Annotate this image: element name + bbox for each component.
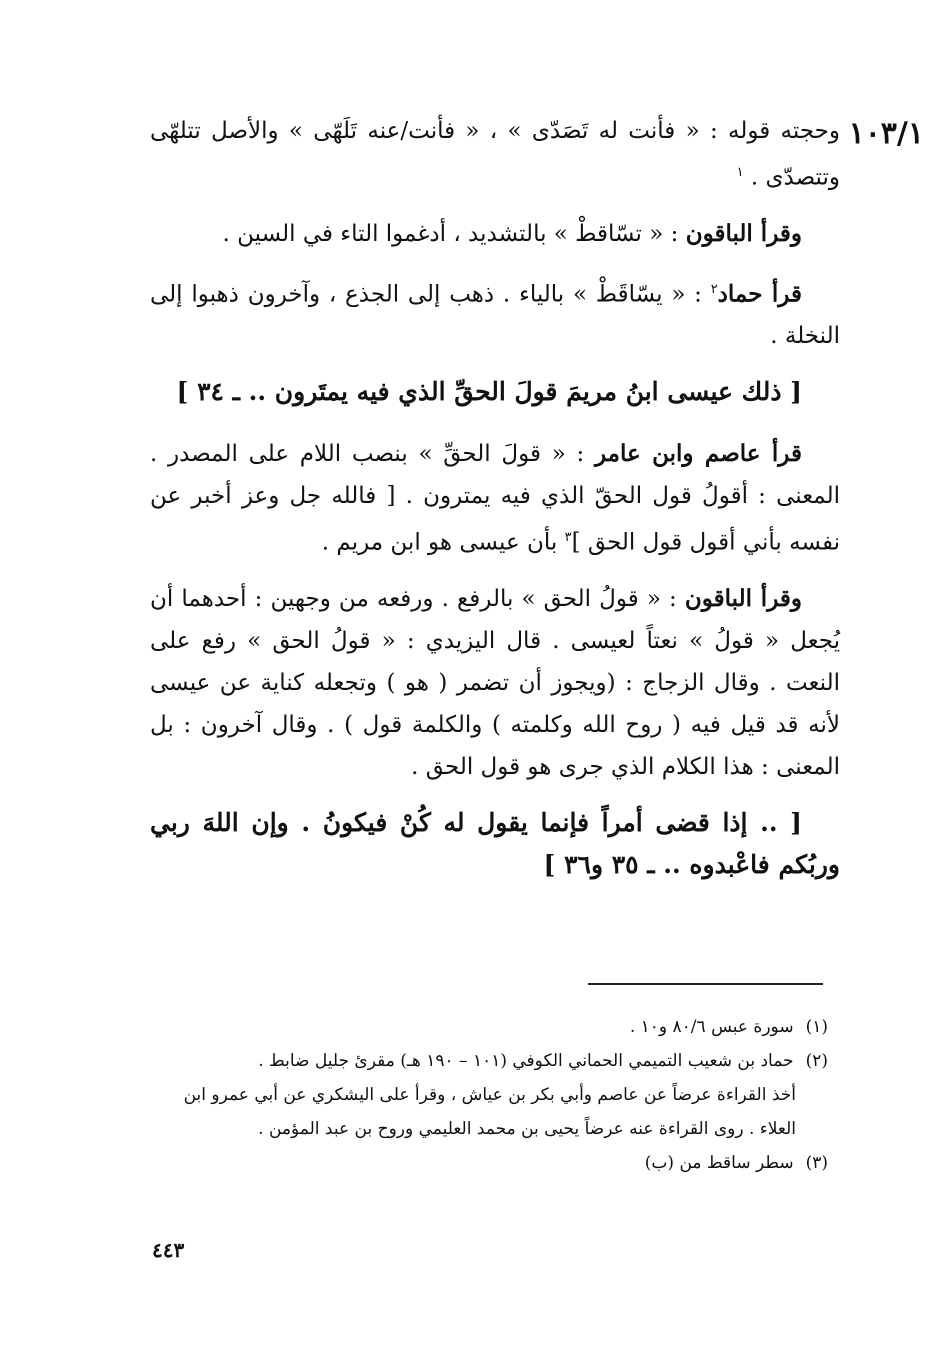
verse-34: [ ذلك عيسى ابنُ مريمَ قولَ الحقِّ الذي فيه يمتَرون .. ـ ٣٤ ] [176,377,802,407]
footnotes [150,1010,828,1180]
verse-35-36: [ .. إذا قضى أمراً فإنما يقول له كُنْ فيكونُ . وإن اللهَ ربي وربُكم فاعْبدوه .. ـ ٣٥ و٣٦ ] [150,807,840,879]
paragraph-4-text: : « قولَ الحقِّ » بنصب اللام على المصدر . المعنى : أقولُ قول الحقّ الذي فيه يمترون . [ فالله جل وعز أخبر عن نفسه بأني أقول قول الحق ] [150,441,840,556]
footnote-3-text: سطر ساقط من (ب) [644,1153,794,1173]
paragraph-3-lead: قرأ حماد [717,280,802,308]
footnote-ref-2: ٢ [710,281,718,297]
footnote-2-number: (٢) [805,1051,828,1071]
footnote-2 [150,1044,828,1078]
footnote-1-number: (١) [805,1017,828,1037]
footnote-1-text: سورة عبس ٨٠/٦ و١٠ . [629,1017,794,1037]
footnote-3-number: (٣) [805,1153,828,1173]
footnote-ref-3: ٣ [564,530,572,546]
paragraph-4-end: بأن عيسى هو ابن مريم . [321,529,565,556]
paragraph-3 [150,269,840,358]
footnote-2-continuation: أخذ القراءة عرضاً عن عاصم وأبي بكر بن عياش ، وقرأ على اليشكري عن أبي عمرو ابن العلاء . روى القراءة عنه عرضاً يحيى بن محمد العليمي وروح بن عبد المؤمن . [183,1085,796,1139]
margin-reference: ١٠٣/١ [848,116,924,151]
main-text [150,110,840,886]
paragraph-4-lead: قرأ عاصم وابن عامر [594,440,802,468]
paragraph-1-text: وحجته قوله : « فأنت له تَصَدّى » ، « فأنت/عنه تَلَهّى » والأصل تتلهّى وتتصدّى . [150,118,840,191]
paragraph-2 [150,213,840,255]
paragraph-1 [150,110,840,199]
paragraph-4 [150,433,840,564]
paragraph-2-text: : « تسّاقطْ » بالتشديد ، أدغموا التاء في السين . [222,220,686,247]
footnote-divider [588,983,823,985]
paragraph-2-lead: وقرأ الباقون [685,219,802,247]
paragraph-5-lead: وقرأ الباقون [684,584,802,612]
footnote-1 [150,1010,828,1044]
paragraph-3-text: : « يسّاقَطْ » بالياء . ذهب إلى الجذع ، وآخرون ذهبوا إلى النخلة . [150,281,840,350]
paragraph-5-text: : « قولُ الحق » بالرفع . ورفعه من وجهين : أحدهما أن يُجعل « قولُ » نعتاً لعيسى . قال اليزيدي : « قولُ الحق » رفع على النعت . وقال الزجاج : (ويجوز أن تضمر ( هو ) وتجعله كناية عن عيسى لأنه قد قيل فيه ( روح الله وكلمته ) والكلمة قول ) . وقال آخرون : بل المعنى : هذا الكلام الذي جرى هو قول الحق . [150,585,840,780]
paragraph-5 [150,578,840,788]
footnote-3 [150,1146,828,1180]
page-number: ٤٤٣ [152,1238,185,1262]
footnote-2-text: حماد بن شعيب التميمي الحماني الكوفي (١٠١ – ١٩٠ هـ) مقرئ جليل ضابط . [258,1051,794,1071]
footnote-ref-1: ١ [736,165,744,180]
